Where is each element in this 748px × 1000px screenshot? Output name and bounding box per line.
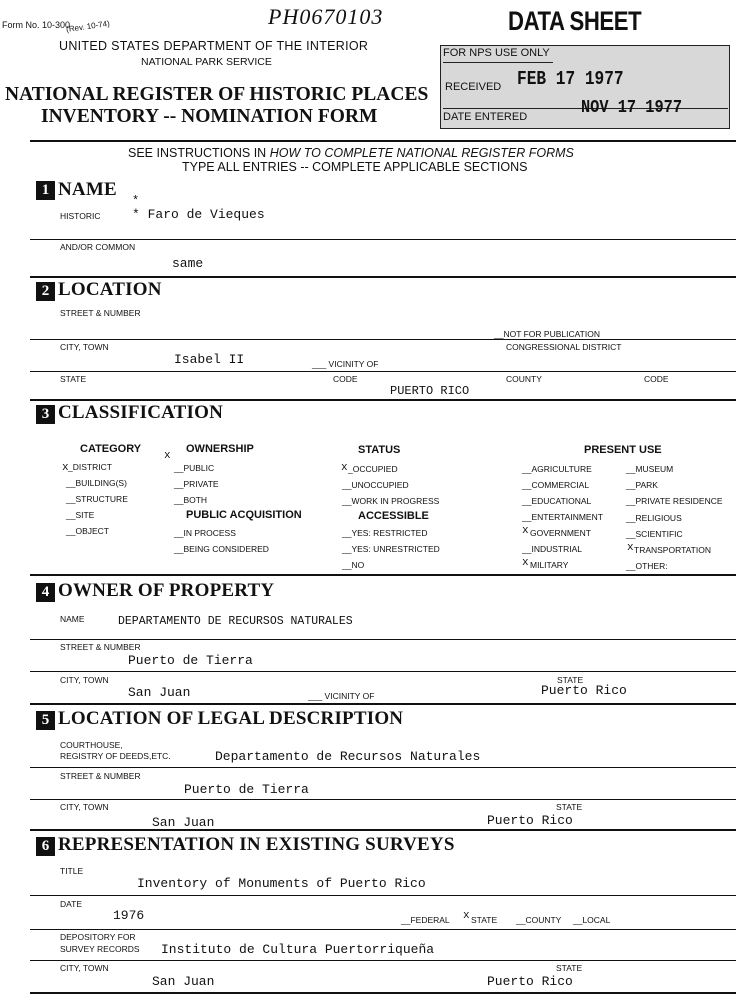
section-title-legal-description: LOCATION OF LEGAL DESCRIPTION (58, 708, 404, 729)
section-title-location: LOCATION (58, 279, 162, 300)
form-title-line1: NATIONAL REGISTER OF HISTORIC PLACES (5, 84, 429, 105)
section-number-2: 2 (36, 282, 55, 301)
owner-state-value: Puerto Rico (541, 683, 627, 698)
acquisition-in-process: __IN PROCESS (174, 528, 236, 538)
city-town-value: Isabel II (174, 352, 245, 367)
accessible-unrestricted: __YES: UNRESTRICTED (342, 544, 440, 554)
survey-state: STATE (471, 915, 498, 925)
section-number-5: 5 (36, 711, 55, 730)
survey-city-label: CITY, TOWN (60, 963, 109, 973)
county-code-label: CODE (644, 374, 669, 384)
common-name-value: same (172, 256, 204, 271)
historic-label: HISTORIC (60, 211, 101, 221)
form-revision: (Rev. 10-74) (65, 18, 111, 35)
accessible-restricted: __YES: RESTRICTED (342, 528, 428, 538)
survey-state-label: STATE (556, 963, 583, 973)
present-use-heading: PRESENT USE (584, 444, 662, 456)
depository-label-line2: SURVEY RECORDS (60, 944, 140, 954)
acquisition-being-considered: __BEING CONSIDERED (174, 544, 269, 554)
department-name: UNITED STATES DEPARTMENT OF THE INTERIOR (59, 39, 369, 53)
historic-asterisk: * (132, 194, 140, 208)
owner-name-label: NAME (60, 614, 85, 624)
section-title-surveys: REPRESENTATION IN EXISTING SURVEYS (58, 834, 455, 855)
section-number-1: 1 (36, 181, 55, 200)
use-transportation: TRANSPORTATION (634, 545, 711, 555)
accessible-no: __NO (342, 560, 365, 570)
category-district: _DISTRICT (68, 462, 112, 472)
form-title-line2: INVENTORY -- NOMINATION FORM (41, 106, 378, 127)
date-entered-label: DATE ENTERED (443, 111, 528, 123)
use-agriculture: __AGRICULTURE (522, 464, 592, 474)
survey-city-value: San Juan (152, 974, 215, 989)
owner-name-value: DEPARTAMENTO DE RECURSOS NATURALES (118, 615, 353, 628)
survey-local: __LOCAL (573, 915, 611, 925)
owner-street-value: Puerto de Tierra (128, 653, 253, 668)
government-check-mark: x (522, 525, 529, 537)
ownership-heading: OWNERSHIP (186, 443, 254, 455)
city-town-label: CITY, TOWN (60, 342, 109, 352)
status-unoccupied: __UNOCCUPIED (342, 480, 409, 490)
occupied-check-mark: x (341, 462, 348, 474)
district-check-mark: x (62, 462, 69, 474)
ownership-public: __PUBLIC (174, 463, 215, 473)
military-check-mark: x (522, 557, 529, 569)
date-entered-value: NOV 17 1977 (581, 98, 683, 118)
vicinity-label: ___ VICINITY OF (312, 359, 379, 369)
handwritten-reference: PH0670103 (268, 4, 384, 29)
registry-value: Departamento de Recursos Naturales (215, 749, 481, 764)
owner-vicinity-label: ___ VICINITY OF (308, 691, 375, 701)
owner-city-value: San Juan (128, 685, 191, 700)
nps-use-stamp (440, 45, 730, 129)
data-sheet-stamp: DATA SHEET (508, 6, 642, 36)
use-other: __OTHER: (626, 561, 668, 571)
section-title-classification: CLASSIFICATION (58, 402, 224, 423)
depository-label-line1: DEPOSITORY FOR (60, 932, 136, 942)
owner-street-label: STREET & NUMBER (60, 642, 141, 652)
use-religious: __RELIGIOUS (626, 513, 682, 523)
state-value: PUERTO RICO (390, 384, 470, 398)
status-heading: STATUS (358, 444, 401, 456)
state-label: STATE (60, 374, 87, 384)
section-number-4: 4 (36, 583, 55, 602)
transportation-check-mark: x (627, 542, 634, 554)
legal-city-value: San Juan (152, 815, 215, 830)
common-name-label: AND/OR COMMON (60, 242, 136, 252)
ownership-private: __PRIVATE (174, 479, 219, 489)
public-acquisition-heading: PUBLIC ACQUISITION (186, 509, 302, 521)
survey-federal: __FEDERAL (401, 915, 450, 925)
legal-state-label: STATE (556, 802, 583, 812)
section-title-name: NAME (58, 179, 117, 200)
owner-city-label: CITY, TOWN (60, 675, 109, 685)
use-entertainment: __ENTERTAINMENT (522, 512, 603, 522)
category-building: __BUILDING(S) (66, 478, 127, 488)
owner-state-label: STATE (557, 675, 584, 685)
accessible-heading: ACCESSIBLE (358, 510, 429, 522)
legal-state-value: Puerto Rico (487, 813, 573, 828)
status-occupied: _OCCUPIED (348, 464, 398, 474)
use-park: __PARK (626, 480, 658, 490)
received-label: RECEIVED (445, 81, 502, 93)
use-scientific: __SCIENTIFIC (626, 529, 683, 539)
survey-date-value: 1976 (113, 908, 145, 923)
legal-street-label: STREET & NUMBER (60, 771, 141, 781)
survey-title-label: TITLE (60, 866, 84, 876)
street-number-label: STREET & NUMBER (60, 308, 141, 318)
legal-street-value: Puerto de Tierra (184, 782, 309, 797)
status-work-in-progress: __WORK IN PROGRESS (342, 496, 440, 506)
section-number-3: 3 (36, 405, 55, 424)
category-structure: __STRUCTURE (66, 494, 128, 504)
survey-state-check-mark: x (463, 910, 470, 922)
instructions-line2: TYPE ALL ENTRIES -- COMPLETE APPLICABLE SECTIONS (182, 160, 528, 174)
use-museum: __MUSEUM (626, 464, 674, 474)
section-number-6: 6 (36, 837, 55, 856)
depository-value: Instituto de Cultura Puertorriqueña (161, 942, 435, 957)
use-military: MILITARY (530, 560, 569, 570)
service-name: NATIONAL PARK SERVICE (141, 56, 272, 68)
registry-label: REGISTRY OF DEEDS,ETC. (60, 751, 171, 761)
use-government: GOVERNMENT (530, 528, 591, 538)
legal-city-label: CITY, TOWN (60, 802, 109, 812)
form-number: Form No. 10-300 (2, 20, 71, 30)
category-site: __SITE (66, 510, 95, 520)
use-industrial: __INDUSTRIAL (522, 544, 582, 554)
congressional-district-label: CONGRESSIONAL DISTRICT (506, 342, 622, 352)
ownership-check-mark: x (164, 450, 171, 462)
survey-title-value: Inventory of Monuments of Puerto Rico (137, 876, 426, 891)
use-educational: __EDUCATIONAL (522, 496, 592, 506)
survey-county: __COUNTY (516, 915, 562, 925)
courthouse-label: COURTHOUSE, (60, 740, 123, 750)
survey-date-label: DATE (60, 899, 83, 909)
county-label: COUNTY (506, 374, 542, 384)
use-private-residence: __PRIVATE RESIDENCE (626, 496, 723, 506)
historic-name-value: * Faro de Vieques (132, 207, 265, 222)
nps-use-label: FOR NPS USE ONLY (443, 47, 550, 59)
ownership-both: __BOTH (174, 495, 208, 505)
section-title-owner: OWNER OF PROPERTY (58, 580, 275, 601)
survey-state-value: Puerto Rico (487, 974, 573, 989)
not-for-publication: __NOT FOR PUBLICATION (494, 329, 600, 339)
category-object: __OBJECT (66, 526, 109, 536)
instructions-line1: SEE INSTRUCTIONS IN HOW TO COMPLETE NATIONAL REGISTER FORMS (128, 146, 574, 160)
code-label: CODE (333, 374, 358, 384)
use-commercial: __COMMERCIAL (522, 480, 590, 490)
received-date: FEB 17 1977 (517, 68, 624, 90)
category-heading: CATEGORY (80, 443, 142, 455)
